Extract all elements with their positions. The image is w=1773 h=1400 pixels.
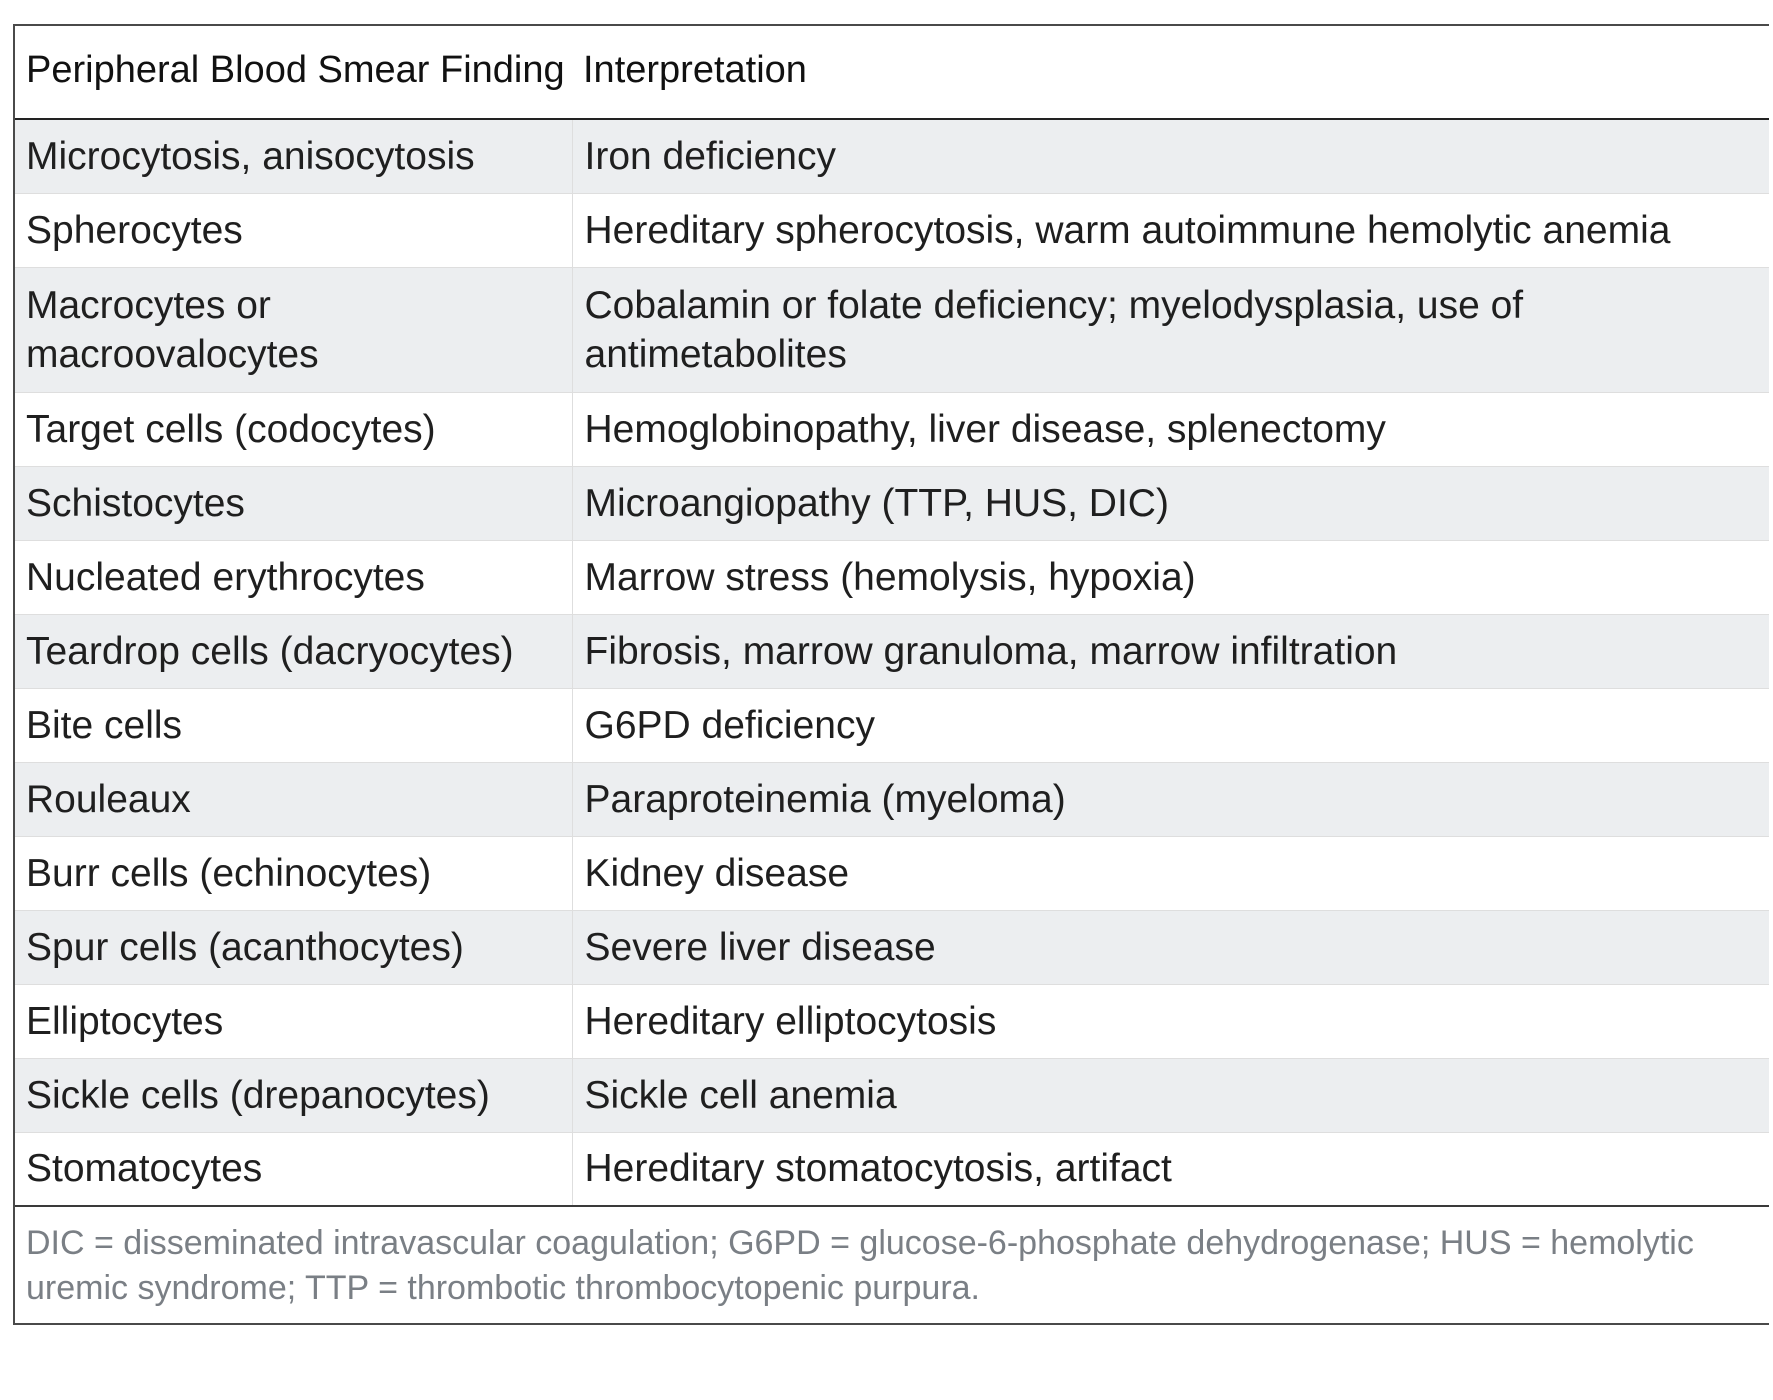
finding-cell: Microcytosis, anisocytosis (15, 119, 572, 193)
table-footer (15, 1206, 1769, 1324)
interpretation-cell: Cobalamin or folate deficiency; myelodysplasia, use of antimetabolites (572, 267, 1769, 392)
finding-cell: Rouleaux (15, 762, 572, 836)
interpretation-cell: Iron deficiency (572, 119, 1769, 193)
interpretation-cell: Paraproteinemia (myeloma) (572, 762, 1769, 836)
table-row (15, 836, 1769, 910)
table-row (15, 984, 1769, 1058)
interpretation-cell: Hereditary elliptocytosis (572, 984, 1769, 1058)
interpretation-cell: Hemoglobinopathy, liver disease, splenectomy (572, 392, 1769, 466)
table-row (15, 392, 1769, 466)
footnote: DIC = disseminated intravascular coagulation; G6PD = glucose-6-phosphate dehydrogenase; HUS = hemolytic uremic syndrome; TTP = thrombotic thrombocytopenic purpura. (15, 1206, 1769, 1324)
finding-cell: Sickle cells (drepanocytes) (15, 1058, 572, 1132)
interpretation-cell: Marrow stress (hemolysis, hypoxia) (572, 540, 1769, 614)
table-row (15, 762, 1769, 836)
table-row (15, 466, 1769, 540)
interpretation-cell: Kidney disease (572, 836, 1769, 910)
table-row (15, 910, 1769, 984)
blood-smear-table (13, 24, 1769, 1325)
table-header (15, 26, 1769, 119)
table-row (15, 267, 1769, 392)
finding-cell: Nucleated erythrocytes (15, 540, 572, 614)
table-row (15, 614, 1769, 688)
finding-cell: Burr cells (echinocytes) (15, 836, 572, 910)
finding-cell: Target cells (codocytes) (15, 392, 572, 466)
interpretation-cell: Sickle cell anemia (572, 1058, 1769, 1132)
finding-cell: Spur cells (acanthocytes) (15, 910, 572, 984)
finding-cell: Elliptocytes (15, 984, 572, 1058)
finding-cell: Schistocytes (15, 466, 572, 540)
table-row (15, 1132, 1769, 1206)
interpretation-cell: Fibrosis, marrow granuloma, marrow infiltration (572, 614, 1769, 688)
interpretation-cell: Severe liver disease (572, 910, 1769, 984)
finding-cell: Teardrop cells (dacryocytes) (15, 614, 572, 688)
interpretation-cell: Microangiopathy (TTP, HUS, DIC) (572, 466, 1769, 540)
finding-cell: Bite cells (15, 688, 572, 762)
finding-cell: Stomatocytes (15, 1132, 572, 1206)
header-interpretation: Interpretation (572, 26, 1769, 119)
table-row (15, 1058, 1769, 1132)
interpretation-cell: Hereditary spherocytosis, warm autoimmune hemolytic anemia (572, 193, 1769, 267)
header-finding: Peripheral Blood Smear Finding (15, 26, 572, 119)
table-body (15, 119, 1769, 1206)
table-row (15, 540, 1769, 614)
finding-cell: Spherocytes (15, 193, 572, 267)
footnote-row (15, 1206, 1769, 1324)
table-row (15, 688, 1769, 762)
table-row (15, 193, 1769, 267)
smear-findings-table (15, 26, 1769, 1325)
interpretation-cell: G6PD deficiency (572, 688, 1769, 762)
header-row (15, 26, 1769, 119)
table-row (15, 119, 1769, 193)
interpretation-cell: Hereditary stomatocytosis, artifact (572, 1132, 1769, 1206)
finding-cell: Macrocytes or macroovalocytes (15, 267, 572, 392)
